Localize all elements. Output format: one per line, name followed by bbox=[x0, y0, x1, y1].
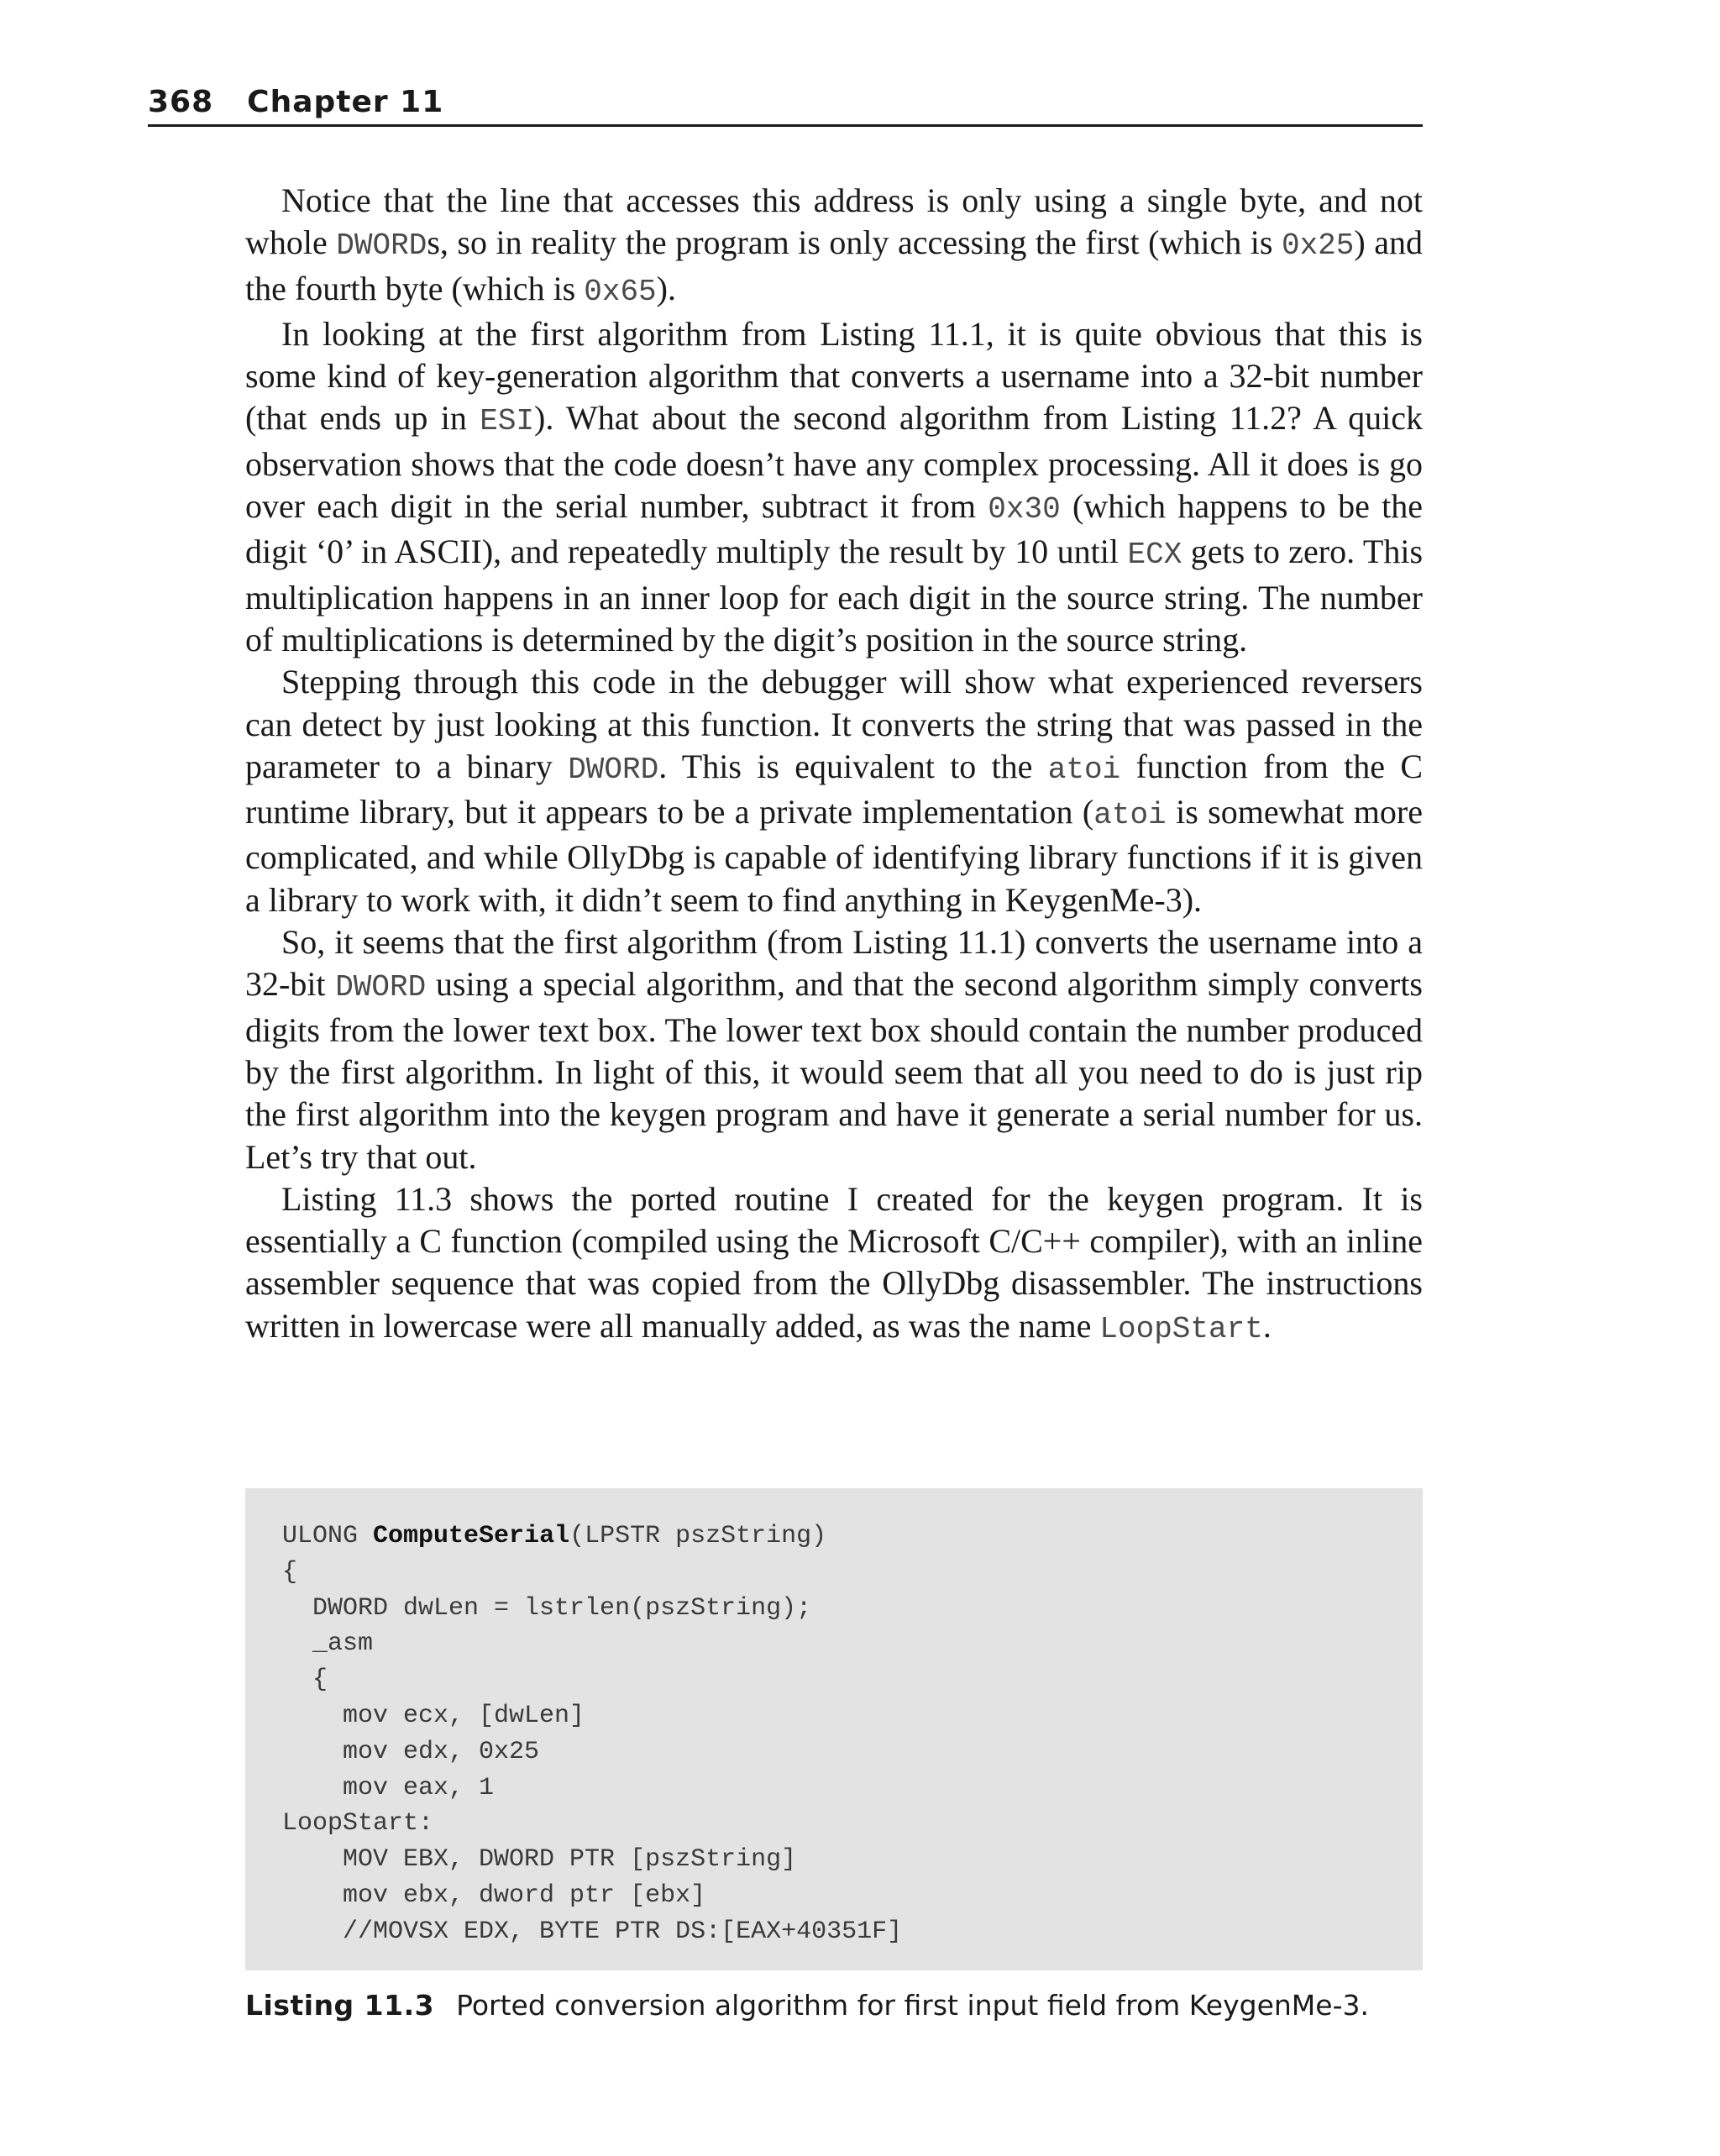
page-number: 368 bbox=[148, 85, 214, 119]
code-text: ULONG bbox=[282, 1522, 374, 1550]
inline-code: ECX bbox=[1127, 538, 1182, 573]
code-line bbox=[282, 1878, 1423, 1914]
code-line bbox=[282, 1555, 1423, 1591]
inline-code: LoopStart bbox=[1099, 1311, 1263, 1346]
text-run: ). bbox=[656, 269, 676, 307]
code-line bbox=[282, 1698, 1423, 1734]
text-run: . bbox=[1262, 1306, 1272, 1345]
text-run: ). What about the second algorithm from Listing 11.2? A quick observation shows that the code doesn’t have any complex processing. All it does is go over each digit in the serial number, subtract it from bbox=[245, 399, 1423, 526]
paragraph bbox=[245, 1178, 1423, 1351]
code-line bbox=[282, 1734, 1423, 1770]
inline-code: 0x25 bbox=[1281, 228, 1355, 264]
inline-code: 0x30 bbox=[988, 492, 1061, 527]
function-name: ComputeSerial bbox=[373, 1522, 570, 1550]
paragraph bbox=[245, 661, 1423, 921]
text-run: So, it seems that the first algorithm (from Listing 11.1) converts the username into a 32-bit bbox=[245, 923, 1423, 1004]
code-text: mov eax, 1 bbox=[282, 1773, 495, 1802]
code-text: _asm bbox=[282, 1629, 374, 1659]
code-text: { bbox=[282, 1557, 298, 1587]
code-line bbox=[282, 1591, 1423, 1627]
inline-code: DWORD bbox=[335, 970, 427, 1005]
code-line bbox=[282, 1842, 1423, 1878]
text-run: In looking at the first algorithm from Listing 11.1, it is quite obvious that this is some kind of key-generation algorithm that converts a username into a 32-bit number (that ends up in bbox=[245, 314, 1423, 438]
inline-code: 0x65 bbox=[584, 274, 657, 309]
text-run: . This is equivalent to the bbox=[658, 747, 1048, 785]
code-listing bbox=[245, 1488, 1423, 1970]
code-line bbox=[282, 1662, 1423, 1698]
inline-code: atoi bbox=[1093, 798, 1167, 833]
text-run: using a special algorithm, and that the second algorithm simply converts digits from the lower text box. The lower text box should contain the number produced by the first algorithm. In light of this, it would seem that all you need to do is just rip the first algorithm into the keygen program and have it generate a serial number for us. Let’s try that out. bbox=[245, 965, 1423, 1176]
code-text: mov edx, 0x25 bbox=[282, 1737, 540, 1766]
listing-caption bbox=[245, 1980, 1423, 2031]
text-run: gets to zero. This multiplication happens in an inner loop for each digit in the source string. The number of multiplications is determined by the digit’s position in the source string. bbox=[245, 532, 1424, 658]
text-run: (which happens to be the digit ‘0’ in ASCII), and repeatedly multiply the result by 10 until bbox=[245, 487, 1423, 571]
code-line bbox=[282, 1914, 1423, 1950]
code-text: //MOVSX EDX, BYTE PTR DS:[EAX+40351F] bbox=[282, 1917, 903, 1946]
code-line bbox=[282, 1626, 1423, 1662]
code-text: LoopStart: bbox=[282, 1809, 434, 1839]
code-text: { bbox=[282, 1666, 328, 1695]
paragraph bbox=[245, 180, 1423, 313]
inline-code: DWORD bbox=[568, 752, 659, 787]
caption-text: Ported conversion algorithm for first input field from KeygenMe-3. bbox=[456, 1989, 1369, 2022]
paragraph bbox=[245, 921, 1423, 1178]
code-text: mov ecx, [dwLen] bbox=[282, 1701, 585, 1730]
code-text: MOV EBX, DWORD PTR [pszString] bbox=[282, 1845, 797, 1875]
code-line bbox=[282, 1519, 1423, 1555]
page-header bbox=[148, 81, 1423, 127]
text-run: Stepping through this code in the debugger will show what experienced reversers can detect by just looking at this function. It converts the string that was passed in the parameter to a binary bbox=[245, 663, 1423, 785]
text-run: s, so in reality the program is only accessing the first (which is bbox=[427, 223, 1282, 262]
code-line bbox=[282, 1806, 1423, 1842]
inline-code: ESI bbox=[480, 404, 535, 439]
text-run: function from the C runtime library, but it appears to be a private implementation ( bbox=[245, 747, 1423, 831]
text-run: Listing 11.3 shows the ported routine I created for the keygen program. It is essentially a C function (compiled using the Microsoft C/C++ compiler), with an inline assembler sequence that was copied from the OllyDbg disassembler. The instructions written in lowercase were all manually added, as was the name bbox=[245, 1179, 1423, 1345]
chapter-title: Chapter 11 bbox=[247, 85, 444, 119]
code-text: mov ebx, dword ptr [ebx] bbox=[282, 1881, 706, 1910]
text-run: Notice that the line that accesses this address is only using a single byte, and not whole bbox=[245, 181, 1423, 262]
paragraph bbox=[245, 313, 1423, 661]
code-text: DWORD dwLen = lstrlen(pszString); bbox=[282, 1593, 812, 1623]
caption-label: Listing 11.3 bbox=[245, 1989, 435, 2022]
code-text: (LPSTR pszString) bbox=[569, 1522, 827, 1550]
text-run: is somewhat more complicated, and while OllyDbg is capable of identifying library functions if it is given a library to work with, it didn’t seem to find anything in KeygenMe-3). bbox=[245, 793, 1423, 919]
text-run: ) and the fourth byte (which is bbox=[245, 223, 1423, 307]
inline-code: atoi bbox=[1047, 752, 1121, 787]
code-line bbox=[282, 1770, 1423, 1807]
body-text bbox=[245, 180, 1423, 1351]
inline-code: DWORD bbox=[336, 228, 427, 264]
